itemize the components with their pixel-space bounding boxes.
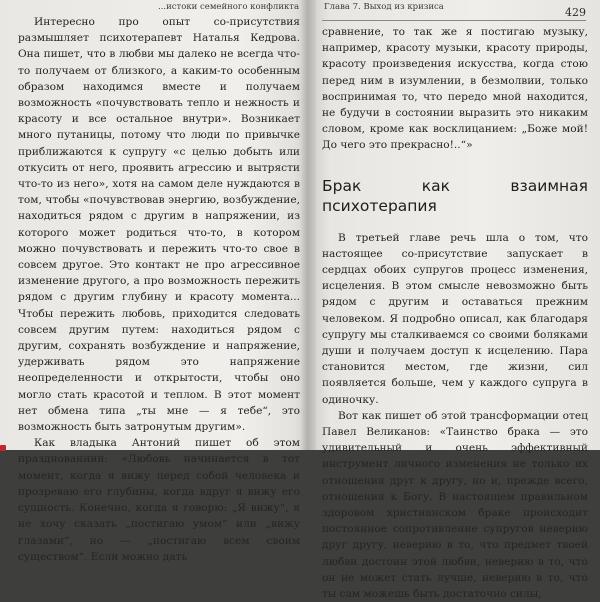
bottom-left-red-mark — [0, 445, 6, 451]
right-page-body — [322, 24, 588, 602]
right-page — [322, 0, 588, 601]
left-paragraph-2: Как владыка Антоний пишет об этом празднованиии: «Любовь начинается в тот момент, когда я вижу перед собой человека и прозреваю его глубины, когда вдруг я вижу его сущность. Конечно, когда я говорю: „Я вижу“, я не хочу сказать „постигаю умом“ или „вижу глазами“, но — „постигаю всем своим существом“. Если можно дать — [18, 437, 300, 563]
book-gutter-shadow — [300, 0, 316, 450]
quote-continuation: сравнение, то так же я постигаю музыку, например, красоту музыки, красоту природы, красоту произведения искусства, когда стою перед ним в изумлении, в безмолвии, только воспринимая то, что передо мной находится, не будучи в состоянии выразить это никаким словом, кроме как восклицанием: „Боже мой! До чего это прекрасно!..“» — [322, 26, 588, 152]
right-paragraph-2: Вот как пишет об этой трансформации отец Павел Великанов: «Таинство брака — это удивительный и очень эффективный инструмент личного изменения не только их отношения друг к другу, но и, прежде всего, отношения к Богу. В настоящем правильном здоровом христианском браке происходит постоянное сопротивление супругов неверию друг другу, неверию в то, что предмет твоей любви достоин этой любви, неверию в то, что он не может стать лучше, неверию в то, что ты сам можешь быть достаточно силы, — [322, 409, 588, 601]
header-rule — [322, 20, 586, 21]
right-running-head: Глава 7. Выход из кризиса — [324, 2, 444, 12]
right-paragraph-1: В третьей главе речь шла о том, что настоящее со-присутствие запускает в сердцах обоих супругов процесс изменения, исцеления. В этом смысле невозможно быть рядом с другим и оставаться прежним человеком. Я подробно описал, как благодаря супругу мы сталкиваемся со своими боляками души и получаем доступ к исцелению. Пара становится местом, где жизни, сил появляется больше, чем у каждого супруга в одиночку. — [322, 231, 588, 406]
left-page — [18, 0, 300, 563]
left-paragraph-1: Интересно про опыт со-присутствия размышляет психотерапевт Наталья Кедрова. Она пишет, что в любви мы далеко не всегда что-то получаем от близкого, а каким-то особенным образом находимся вместе и получаем возможность «почувствовать тепло и нежность и красоту и все остальное внутри». Возникает много путаницы, потому что люди по привычке приближаются к супругу «с целью добыть или откусить от него, проявить агрессию и вытрясти что-то из него», хотя на самом деле нуждаются в том, чтобы «почувствовав энергию, возбуждение, находиться рядом с другим в напряжении, из которого может родиться что-то, в котором можно почувствовать и пережить что-то свое в совсем другое. Это контакт не про агрессивное изменение другого, а про возможность пережить рядом с другим глубину и красоту момента... Чтобы пережить любовь, приходится следовать совсем другим путем: находиться рядом с другим, сохранять возбуждение и напряжение, удерживать рядом это напряжение неопределенности и открытости, чтобы оно могло стать красотой и теплом. В этот момент нет обмена типа „ты мне — я тебе“, это возможность быть затронутым другим». — [18, 16, 300, 434]
section-heading: Брак как взаимная психотерапия — [322, 176, 588, 215]
left-page-body — [18, 14, 300, 565]
left-running-head: ...истоки семейного конфликта — [158, 2, 300, 12]
page-number: 429 — [565, 6, 586, 19]
